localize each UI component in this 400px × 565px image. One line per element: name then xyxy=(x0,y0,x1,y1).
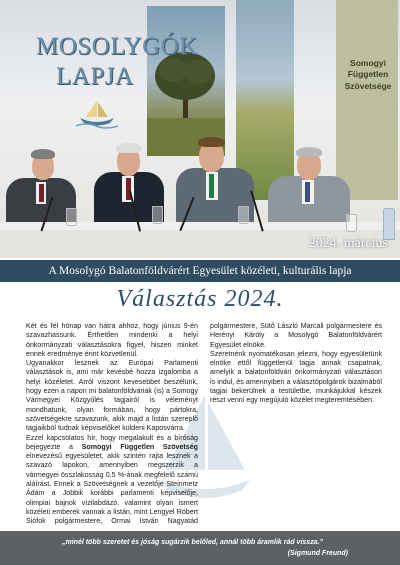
article-body xyxy=(26,322,382,529)
quote-author: (Sigmund Freund) xyxy=(287,550,348,557)
article-paragraph: Szeretnénk nyomatékosan jelezni, hogy egyesületünk elnöke ettől függetlenül tagja annak csapatnak, amelyik a balatonföldvári önkormányzati választáson is indul, és amennyiben a választópolgárok bizalmából tagjai bekerülnek a testületbe, munkájukkal készek részt venni egy megújuló közélet megteremtésében. xyxy=(210,349,382,405)
article-headline: Választás 2024. xyxy=(116,286,284,312)
masthead-title-line2: LAPJA xyxy=(56,63,134,90)
association-banner xyxy=(336,0,398,200)
water-glass xyxy=(66,208,77,226)
water-glass xyxy=(152,206,163,224)
article-paragraph: Két és fél hónap van hátra ahhoz, hogy június 9-én szavazhassunk. Érthetően mindenki a helyi önkormányzati választásokra figyel, hiszen minket ennek eredménye érint közvetlenül. xyxy=(26,322,198,358)
subtitle-text: A Mosolygó Balatonföldvárért Egyesület közéleti, kulturális lapja xyxy=(48,265,352,277)
masthead-title xyxy=(36,32,198,92)
boat-logo-icon xyxy=(72,96,122,132)
article-paragraph: Ugyanakkor lesznek az Európai Parlamenti választások is, ami már kevésbé hozza izgalomba a helyi közéletet. Arról viszont kevesebbet beszélünk, hogy ezen a napon mi balatonföldváriak (is) a Somogy Vármegyei Közgyűlés tagjairól is véleményt mondhatunk, olyan formában, hogy pártokra, szövetségekre szavazunk, akik majd a listán szereplő tagjaikból tudnak képviselőket küldeni Kaposvárra. xyxy=(26,359,198,433)
issue-date: 2024. március xyxy=(308,236,388,251)
footer-quote-box xyxy=(0,531,400,565)
water-glass xyxy=(346,214,357,232)
cover-photo xyxy=(0,0,400,258)
association-name: Somogyi Független Szövetség xyxy=(81,442,199,451)
water-glass xyxy=(238,206,249,224)
article-paragraph: Ezzel kapcsolatos hír, hogy megalakult és a bíróság bejegyezte a Somogyi Független Szövetség elnevezésű egyesületet, akik szintén rajta lesznek a szavazó lapokon, amennyiben megszerzik a vármegyei összlakosság 0,5 %-ának megfelelő számú aláírást. Ennek a Szövetségnek a vezetője Steinmetz Ádám a Jobbik korábbi parlamenti képviselője, olimpiai bajnok vízilabdázó, valamint olyan ismert közéleti emberek vannak a listán, mint Lengyel Róbert Siófok polgármestere, Ormai István Nagyatád polgármestere, Sütő László Marcali polgármestere és Herényi Károly a Mosolygó Balatonföldvárért Egyesület elnöke. xyxy=(26,322,382,526)
association-banner-text: Somogyi Független Szövetsége xyxy=(344,58,392,91)
subtitle-bar xyxy=(0,260,400,282)
quote-text: „minél több szeretet és jóság sugárzik belőled, annál több áramlik rád vissza.” xyxy=(62,539,324,546)
masthead-title-line1: MOSOLYGÓK xyxy=(36,33,198,60)
